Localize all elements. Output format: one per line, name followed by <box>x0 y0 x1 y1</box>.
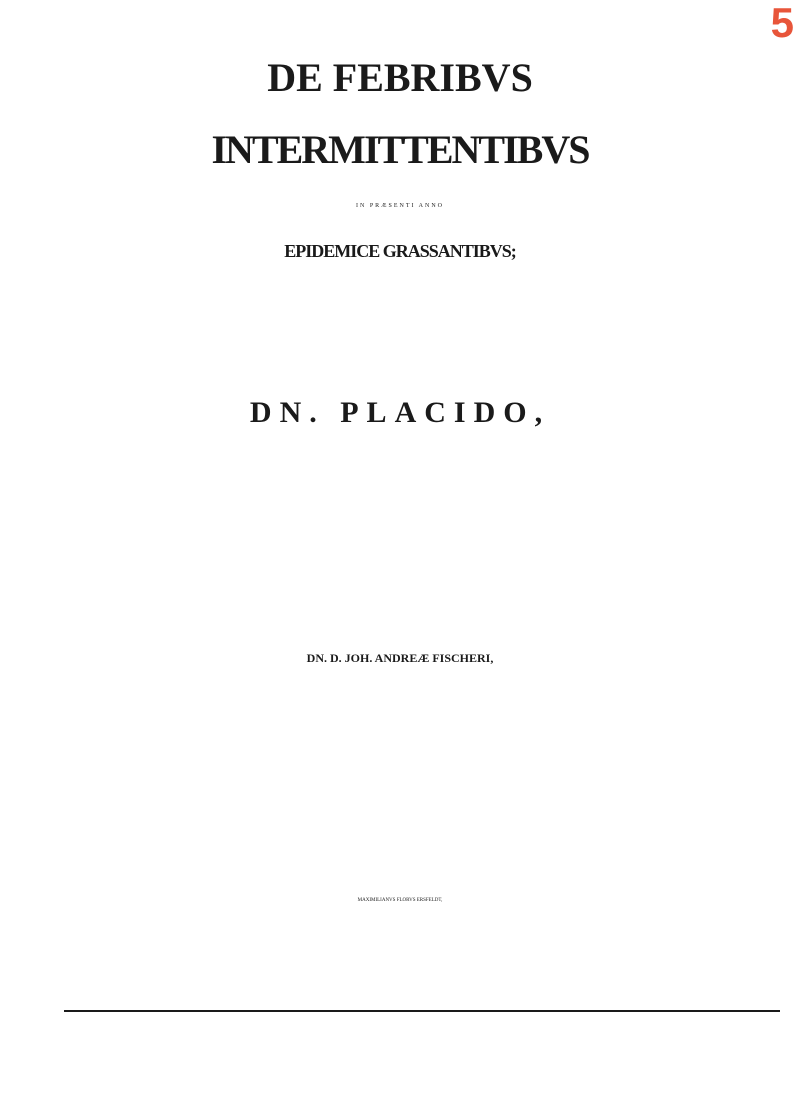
title-line-1: DE FEBRIBVS <box>267 55 533 100</box>
bottom-rule <box>64 1010 780 1012</box>
corner-number: 5 <box>770 0 794 46</box>
title-line-2: INTERMITTENTIBVS <box>211 127 589 172</box>
title-line-4: EPIDEMICE GRASSANTIBVS; <box>284 241 516 261</box>
title-line-3: IN PRÆSENTI ANNO <box>355 203 444 209</box>
placido-line: DN. PLACIDO, <box>249 396 551 429</box>
florvs-line: MAXIMILIANVS FLORVS ERSFELDT, <box>357 898 443 903</box>
fischeri-line: DN. D. JOH. ANDREÆ FISCHERI, <box>306 651 494 665</box>
